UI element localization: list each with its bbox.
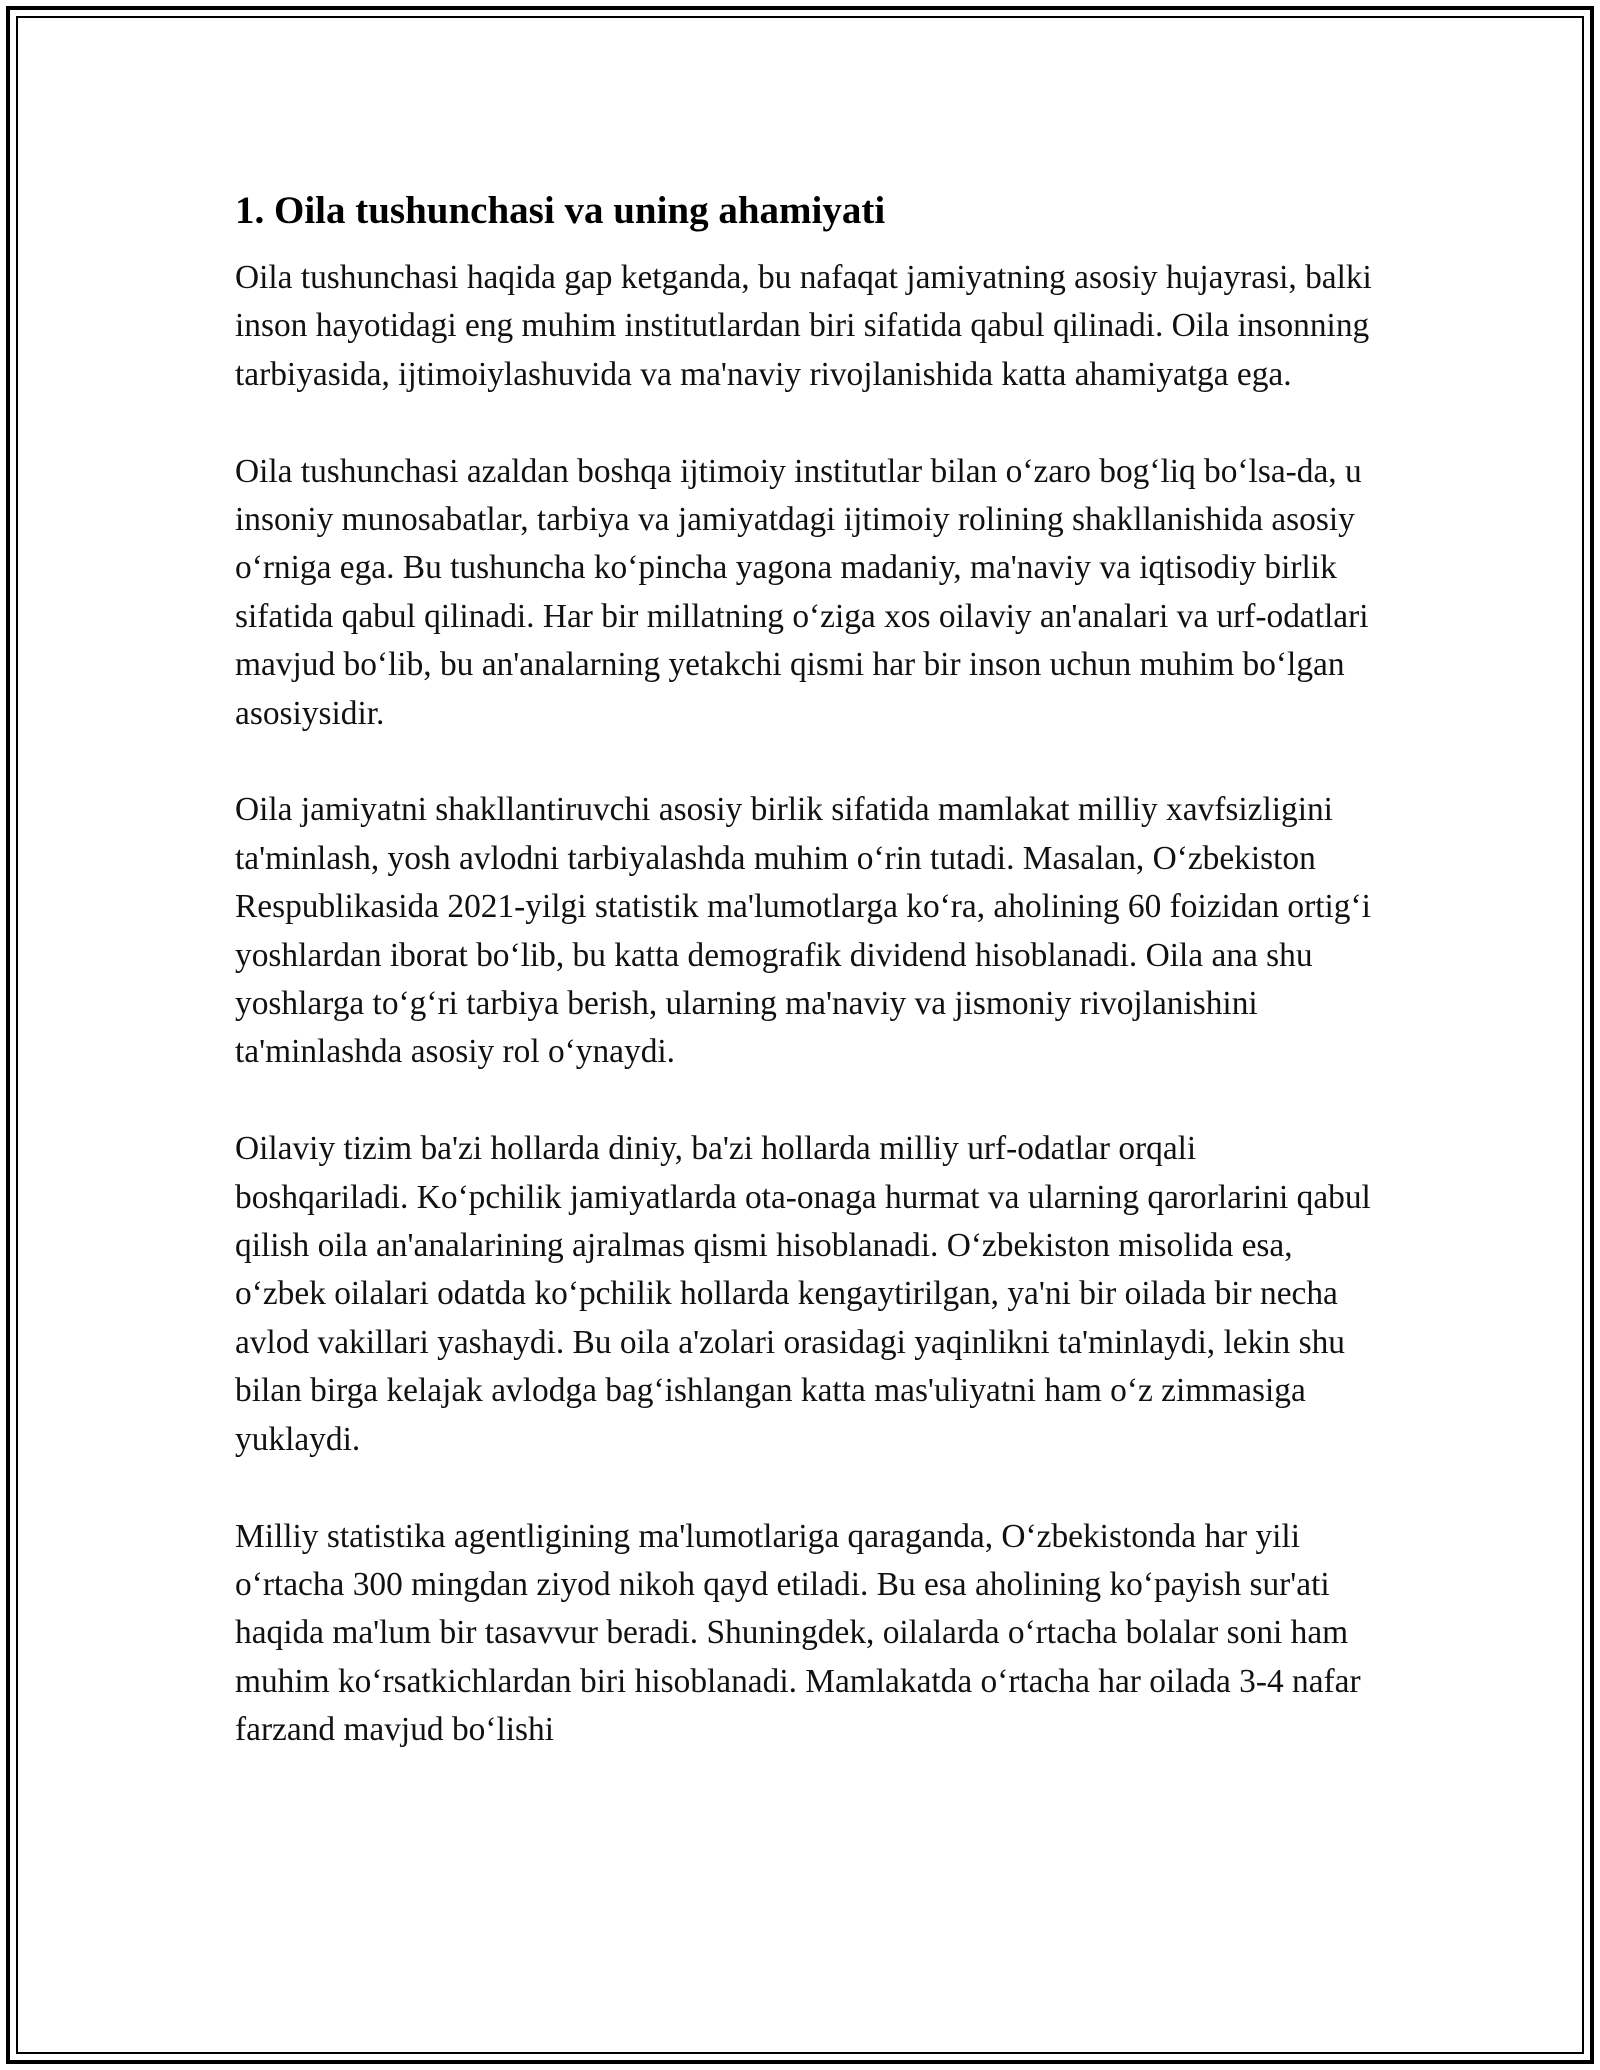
document-body	[235, 184, 1375, 1755]
paragraph-3: Oila jamiyatni shakllantiruvchi asosiy birlik sifatida mamlakat milliy xavfsizligini ta'minlash, yosh avlodni tarbiyalashda muhim o‘rin tutadi. Masalan, O‘zbekiston Respublikasida 2021-yilgi statistik ma'lumotlarga ko‘ra, aholining 60 foizidan ortig‘i yoshlardan iborat bo‘lib, bu katta demografik dividend hisoblanadi. Oila ana shu yoshlarga to‘g‘ri tarbiya berish, ularning ma'naviy va jismoniy rivojlanishini ta'minlashda asosiy rol o‘ynaydi.	[235, 791, 1371, 1071]
paragraph-5: Milliy statistika agentligining ma'lumotlariga qaraganda, O‘zbekistonda har yili o‘rtacha 300 mingdan ziyod nikoh qayd etiladi. Bu esa aholining ko‘payish sur'ati haqida ma'lum bir tasavvur beradi. Shuningdek, oilalarda o‘rtacha bolalar soni ham muhim ko‘rsatkichlardan biri hisoblanadi. Mamlakatda o‘rtacha har oilada 3-4 nafar farzand mavjud bo‘lishi	[235, 1517, 1361, 1749]
paragraph-4: Oilaviy tizim ba'zi hollarda diniy, ba'zi hollarda milliy urf-odatlar orqali boshqariladi. Ko‘pchilik jamiyatlarda ota-onaga hurmat va ularning qarorlarini qabul qilish oila an'analarining ajralmas qismi hisoblanadi. O‘zbekiston misolida esa, o‘zbek oilalari odatda ko‘pchilik hollarda kengaytirilgan, ya'ni bir oilada bir necha avlod vakillari yashaydi. Bu oila a'zolari orasidagi yaqinlikni ta'minlaydi, lekin shu bilan birga kelajak avlodga bag‘ishlangan katta mas'uliyatni ham o‘z zimmasiga yuklaydi.	[235, 1130, 1371, 1458]
paragraph-2: Oila tushunchasi azaldan boshqa ijtimoiy institutlar bilan o‘zaro bog‘liq bo‘lsa-da, u insoniy munosabatlar, tarbiya va jamiyatdagi ijtimoiy rolining shakllanishida asosiy o‘rniga ega. Bu tushuncha ko‘pincha yagona madaniy, ma'naviy va iqtisodiy birlik sifatida qabul qilinadi. Har bir millatning o‘ziga xos oilaviy an'analari va urf-odatlari mavjud bo‘lib, bu an'analarning yetakchi qismi har bir inson uchun muhim bo‘lgan asosiysidir.	[235, 452, 1369, 732]
section-heading: 1. Oila tushunchasi va uning ahamiyati	[235, 189, 886, 232]
paragraph-1: Oila tushunchasi haqida gap ketganda, bu nafaqat jamiyatning asosiy hujayrasi, balki inson hayotidagi eng muhim institutlardan biri sifatida qabul qilinadi. Oila insonning tarbiyasida, ijtimoiylashuvida va ma'naviy rivojlanishida katta ahamiyatga ega.	[235, 259, 1372, 393]
